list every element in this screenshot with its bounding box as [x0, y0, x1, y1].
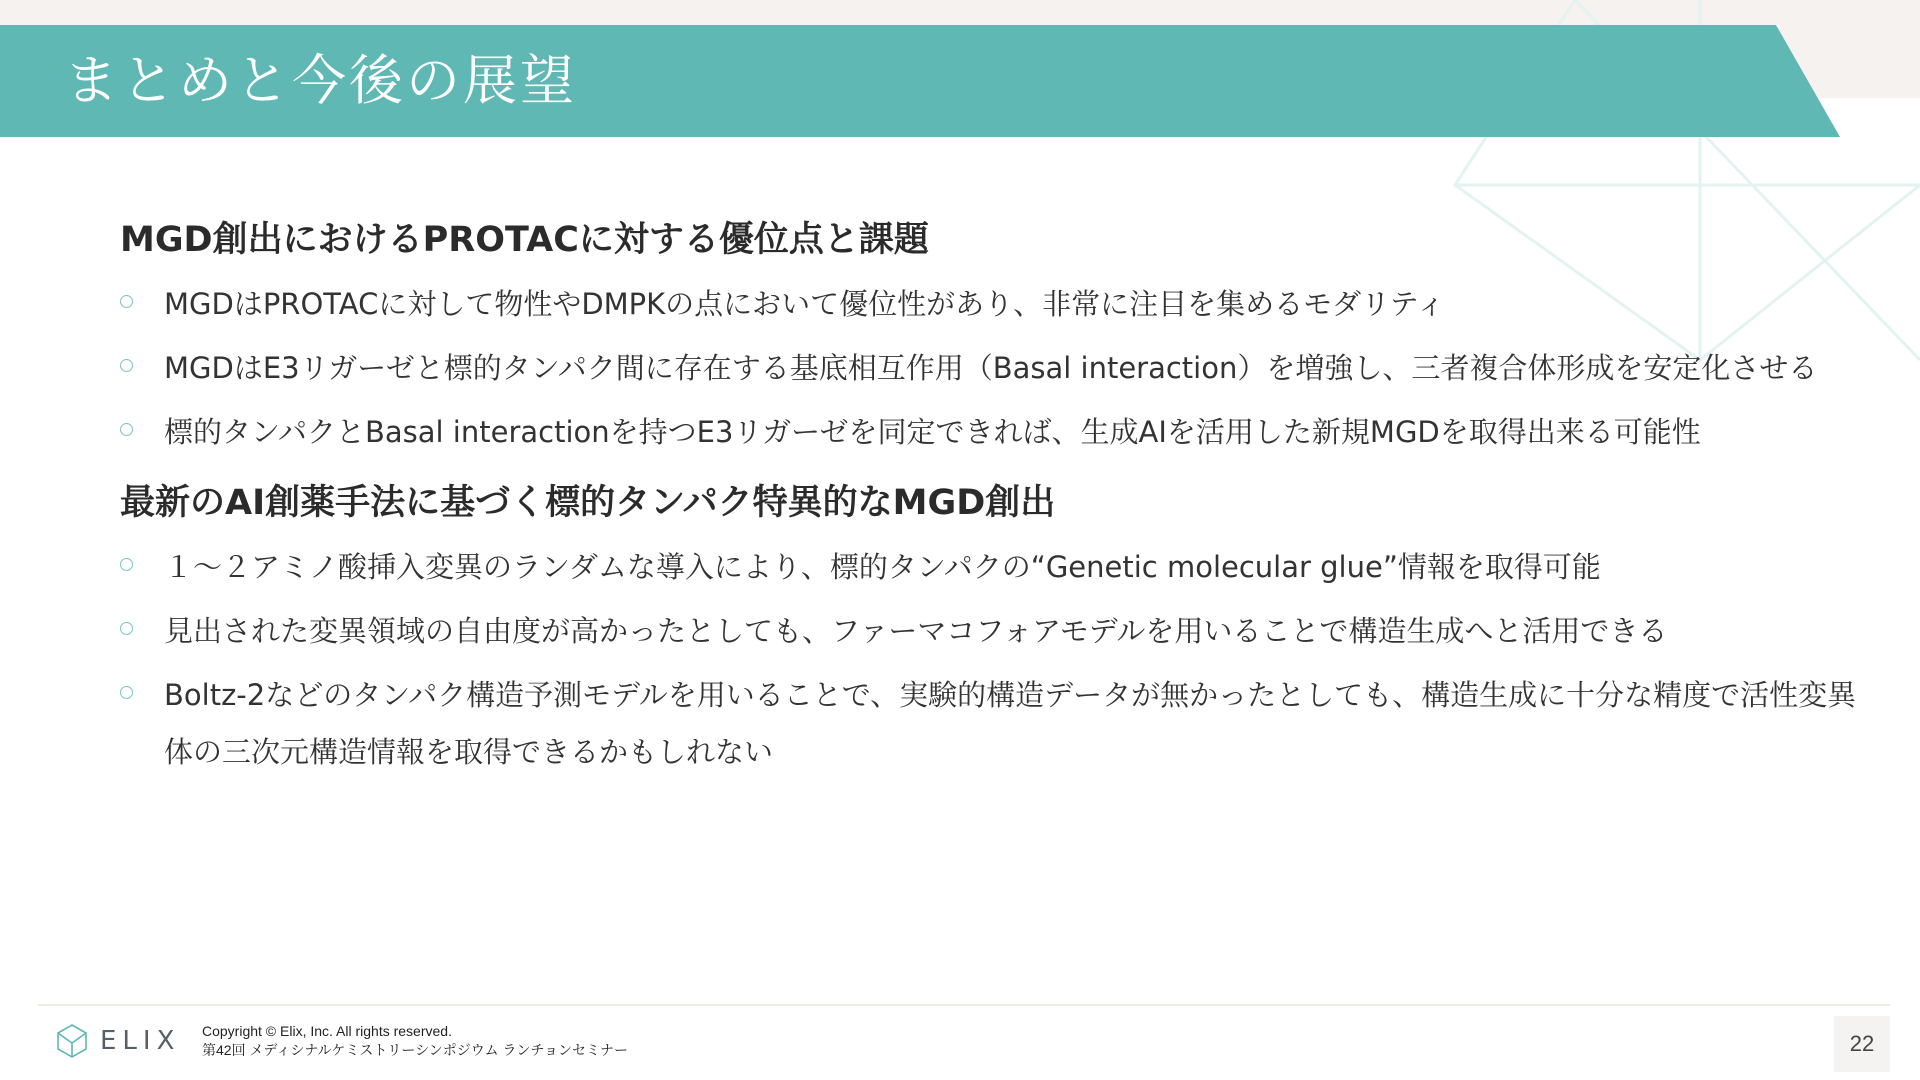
footer-divider — [38, 1004, 1890, 1006]
elix-crystal-logo-icon — [54, 1023, 90, 1059]
circle-outline-icon — [120, 359, 133, 372]
section-heading-ai-drug-discovery: 最新のAI創薬手法に基づく標的タンパク特異的なMGD創出 — [120, 483, 1056, 523]
top-accent-band — [0, 0, 1920, 25]
circle-outline-icon — [120, 295, 133, 308]
bullet-list-advantages — [120, 276, 1860, 461]
circle-outline-icon — [120, 423, 133, 436]
bullet-text: 標的タンパクとBasal interactionを持つE3リガーゼを同定できれば、生成AIを活用した新規MGDを取得出来る可能性 — [164, 415, 1701, 449]
bullet-text: MGDはPROTACに対して物性やDMPKの点において優位性があり、非常に注目を集めるモダリティ — [164, 287, 1446, 321]
list-item — [120, 404, 1860, 461]
list-item — [120, 603, 1860, 660]
list-item — [120, 539, 1860, 596]
bullet-text: MGDはE3リガーゼと標的タンパク間に存在する基底相互作用（Basal interaction）を増強し、三者複合体形成を安定化させる — [164, 351, 1818, 385]
list-item — [120, 276, 1860, 333]
elix-logo — [54, 1022, 180, 1060]
list-item — [120, 667, 1860, 781]
logo-wordmark: ELIX — [100, 1026, 181, 1056]
footer-info — [202, 1022, 628, 1060]
copyright-text: Copyright © Elix, Inc. All rights reserved. — [202, 1023, 452, 1039]
slide-content — [120, 210, 1860, 793]
circle-outline-icon — [120, 558, 133, 571]
circle-outline-icon — [120, 686, 133, 699]
bullet-text: １～２アミノ酸挿入変異のランダムな導入により、標的タンパクの“Genetic molecular glue”情報を取得可能 — [164, 550, 1601, 584]
list-item — [120, 340, 1860, 397]
bullet-text: 見出された変異領域の自由度が高かったとしても、ファーマコフォアモデルを用いることで構造生成へと活用できる — [164, 614, 1668, 648]
circle-outline-icon — [120, 622, 133, 635]
event-text: 第42回 メディシナルケミストリーシンポジウム ランチョンセミナー — [202, 1042, 629, 1058]
page-number: 22 — [1834, 1016, 1890, 1072]
bullet-list-ai-drug-discovery — [120, 539, 1860, 781]
section-heading-advantages: MGD創出におけるPROTACに対する優位点と課題 — [120, 220, 929, 260]
page-title: まとめと今後の展望 — [64, 49, 577, 112]
bullet-text: Boltz-2などのタンパク構造予測モデルを用いることで、実験的構造データが無かったとしても、構造生成に十分な精度で活性変異体の三次元構造情報を取得できるかもしれない — [164, 678, 1857, 769]
